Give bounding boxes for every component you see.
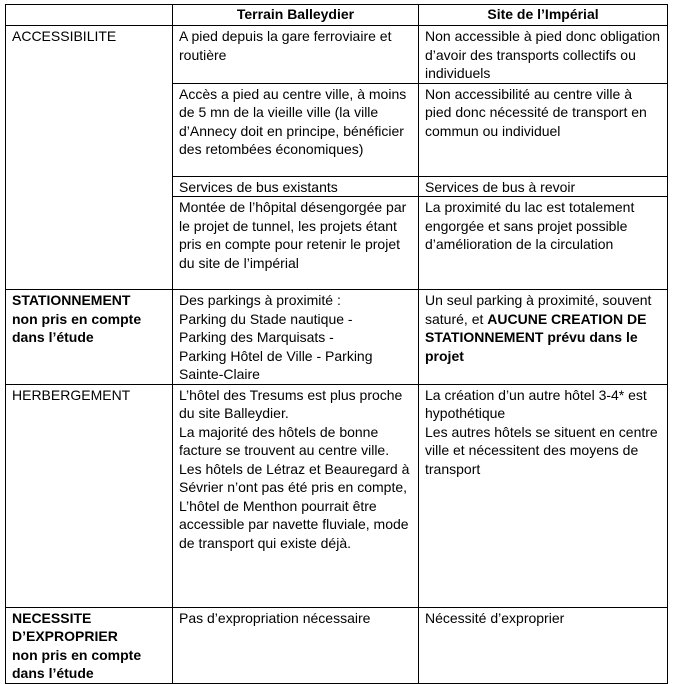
category-herbergement: HERBERGEMENT: [6, 384, 173, 607]
comparison-table: [5, 4, 668, 684]
parking-text: Un seul parking à proximité, souvent saturé, et: [425, 292, 652, 327]
hotel-line: Les hôtels de Létraz et Beauregard à Sévrier n’ont pas été pris en compte,: [179, 460, 410, 495]
cell-imperial: Non accessible à pied donc obligation d’avoir des transports collectifs ou individuels: [419, 26, 668, 84]
parking-item: Parking Hôtel de Ville - Parking Sainte-Claire: [179, 347, 373, 382]
parking-emphasis: AUCUNE CREATION DE STATIONNEMENT prévu dans le projet: [425, 310, 647, 364]
cell-imperial: Non accessibilité au centre ville à pied donc nécessité de transport en commun ou individuel: [419, 83, 668, 176]
hotel-line: L’hôtel de Menthon pourrait être accessible par navette fluviale, mode de transport qui existe déjà.: [179, 497, 409, 551]
table-row: [6, 607, 668, 683]
cell-imperial: Services de bus à revoir: [419, 176, 668, 197]
table-row: [6, 384, 668, 607]
cell-imperial: Nécessité d’exproprier: [419, 607, 668, 683]
cell-balleydier: Montée de l’hôpital désengorgée par le projet de tunnel, les projets étant pris en compte pour retenir le projet du site de l’impérial: [173, 197, 419, 290]
category-accessibilite: ACCESSIBILITE: [6, 26, 173, 290]
table-row: [6, 290, 668, 385]
parking-intro: Des parkings à proximité :: [179, 292, 341, 308]
hotel-line: La majorité des hôtels de bonne facture se trouvent au centre ville.: [179, 423, 390, 458]
parking-item: Parking du Stade nautique -: [179, 310, 353, 327]
cell-imperial: [419, 384, 668, 607]
header-row: [6, 5, 668, 26]
category-label: STATIONNEMENT: [12, 292, 131, 308]
category-label: NECESSITE D’EXPROPRIER: [12, 609, 118, 644]
category-expropriation: [6, 607, 173, 683]
table-row: [6, 26, 668, 84]
category-note: non pris en compte dans l’étude: [12, 310, 142, 345]
category-stationnement: [6, 290, 173, 385]
cell-imperial: [419, 290, 668, 385]
category-note: non pris en compte dans l’étude: [12, 646, 142, 681]
cell-balleydier: Pas d’expropriation nécessaire: [173, 607, 419, 683]
cell-balleydier: [173, 290, 419, 385]
cell-imperial: La proximité du lac est totalement engorgée et sans projet possible d’amélioration de la circulation: [419, 197, 668, 290]
cell-balleydier: [173, 384, 419, 607]
header-balleydier: Terrain Balleydier: [173, 5, 419, 26]
parking-item: Parking des Marquisats -: [179, 329, 334, 345]
cell-balleydier: A pied depuis la gare ferroviaire et routière: [173, 26, 419, 84]
hotel-line: L’hôtel des Tresums est plus proche du site Balleydier.: [179, 386, 403, 421]
hotel-line: La création d’un autre hôtel 3-4* est hypothétique: [425, 386, 647, 421]
cell-balleydier: Services de bus existants: [173, 176, 419, 197]
hotel-line: Les autres hôtels se situent en centre ville et nécessitent des moyens de transport: [425, 423, 658, 477]
header-category: [6, 5, 173, 26]
header-imperial: Site de l’Impérial: [419, 5, 668, 26]
cell-balleydier: Accès a pied au centre ville, à moins de 5 mn de la vieille ville (la ville d’Annecy doit en principe, bénéficier des retombées économiques): [173, 83, 419, 176]
